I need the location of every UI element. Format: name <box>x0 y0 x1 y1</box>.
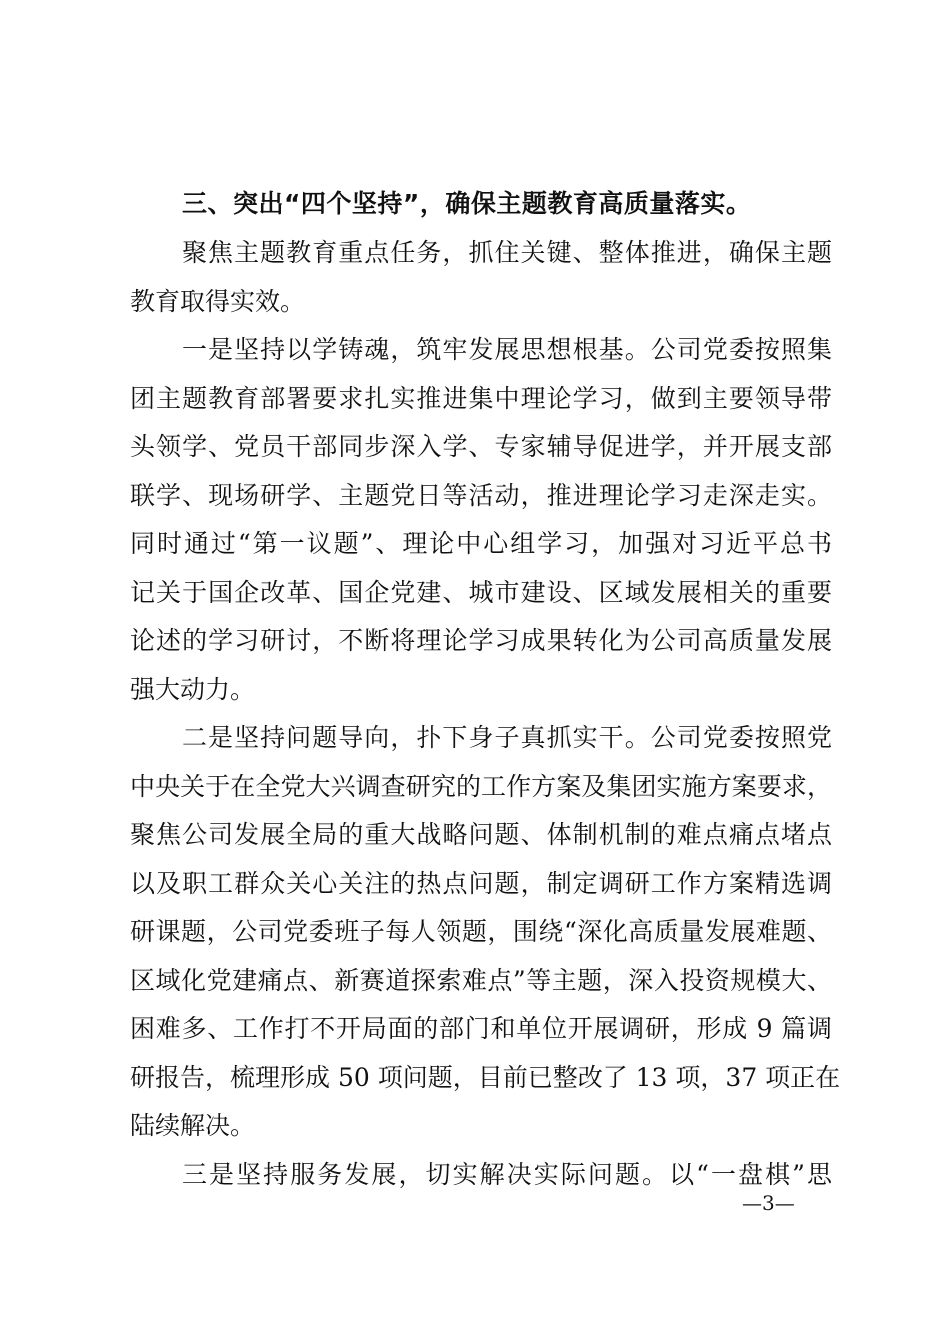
page-number: —3— <box>742 1191 795 1215</box>
text-line: 同时通过“第一议题”、理论中心组学习，加强对习近平总书 <box>130 529 832 558</box>
text-line: 区域化党建痛点、新赛道探索难点”等主题，深入投资规模大、 <box>130 965 832 995</box>
text-line: 二是坚持问题导向，扑下身子真抓实干。公司党委按照党 <box>182 723 832 752</box>
section-heading: 三、突出“四个坚持”，确保主题教育高质量落实。 <box>182 189 752 218</box>
document-body <box>130 179 841 1199</box>
paragraph-2 <box>130 326 832 714</box>
text-line: 研报告，梳理形成 50 项问题，目前已整改了 13 项，37 项正在 <box>130 1062 841 1092</box>
text-line: 困难多、工作打不开局面的部门和单位开展调研，形成 9 篇调 <box>130 1014 832 1043</box>
text-line: 三是坚持服务发展，切实解决实际问题。以“一盘棋”思 <box>182 1159 832 1189</box>
text-line: 一是坚持以学铸魂，筑牢发展思想根基。公司党委按照集 <box>182 335 832 364</box>
paragraph-4 <box>130 1151 832 1200</box>
text-line: 团主题教育部署要求扎实推进集中理论学习，做到主要领导带 <box>130 383 832 413</box>
text-line: 聚焦主题教育重点任务，抓住关键、整体推进，确保主题 <box>182 238 832 267</box>
text-line: 聚焦公司发展全局的重大战略问题、体制机制的难点痛点堵点 <box>130 820 832 849</box>
text-line: 论述的学习研讨，不断将理论学习成果转化为公司高质量发展 <box>130 626 832 655</box>
text-line: 强大动力。 <box>130 674 256 704</box>
text-line: 以及职工群众关心关注的热点问题，制定调研工作方案精选调 <box>130 868 832 898</box>
paragraph-3 <box>130 714 841 1151</box>
text-line: 陆续解决。 <box>130 1111 256 1140</box>
text-line: 研课题，公司党委班子每人领题，围绕“深化高质量发展难题、 <box>130 917 832 946</box>
paragraph-1 <box>130 229 832 326</box>
text-line: 记关于国企改革、国企党建、城市建设、区域发展相关的重要 <box>130 577 832 607</box>
text-line: 头领学、党员干部同步深入学、专家辅导促进学，并开展支部 <box>130 432 832 461</box>
text-line: 教育取得实效。 <box>130 286 306 316</box>
text-line: 中央关于在全党大兴调查研究的工作方案及集团实施方案要求， <box>130 771 832 801</box>
text-line: 联学、现场研学、主题党日等活动，推进理论学习走深走实。 <box>130 480 832 510</box>
